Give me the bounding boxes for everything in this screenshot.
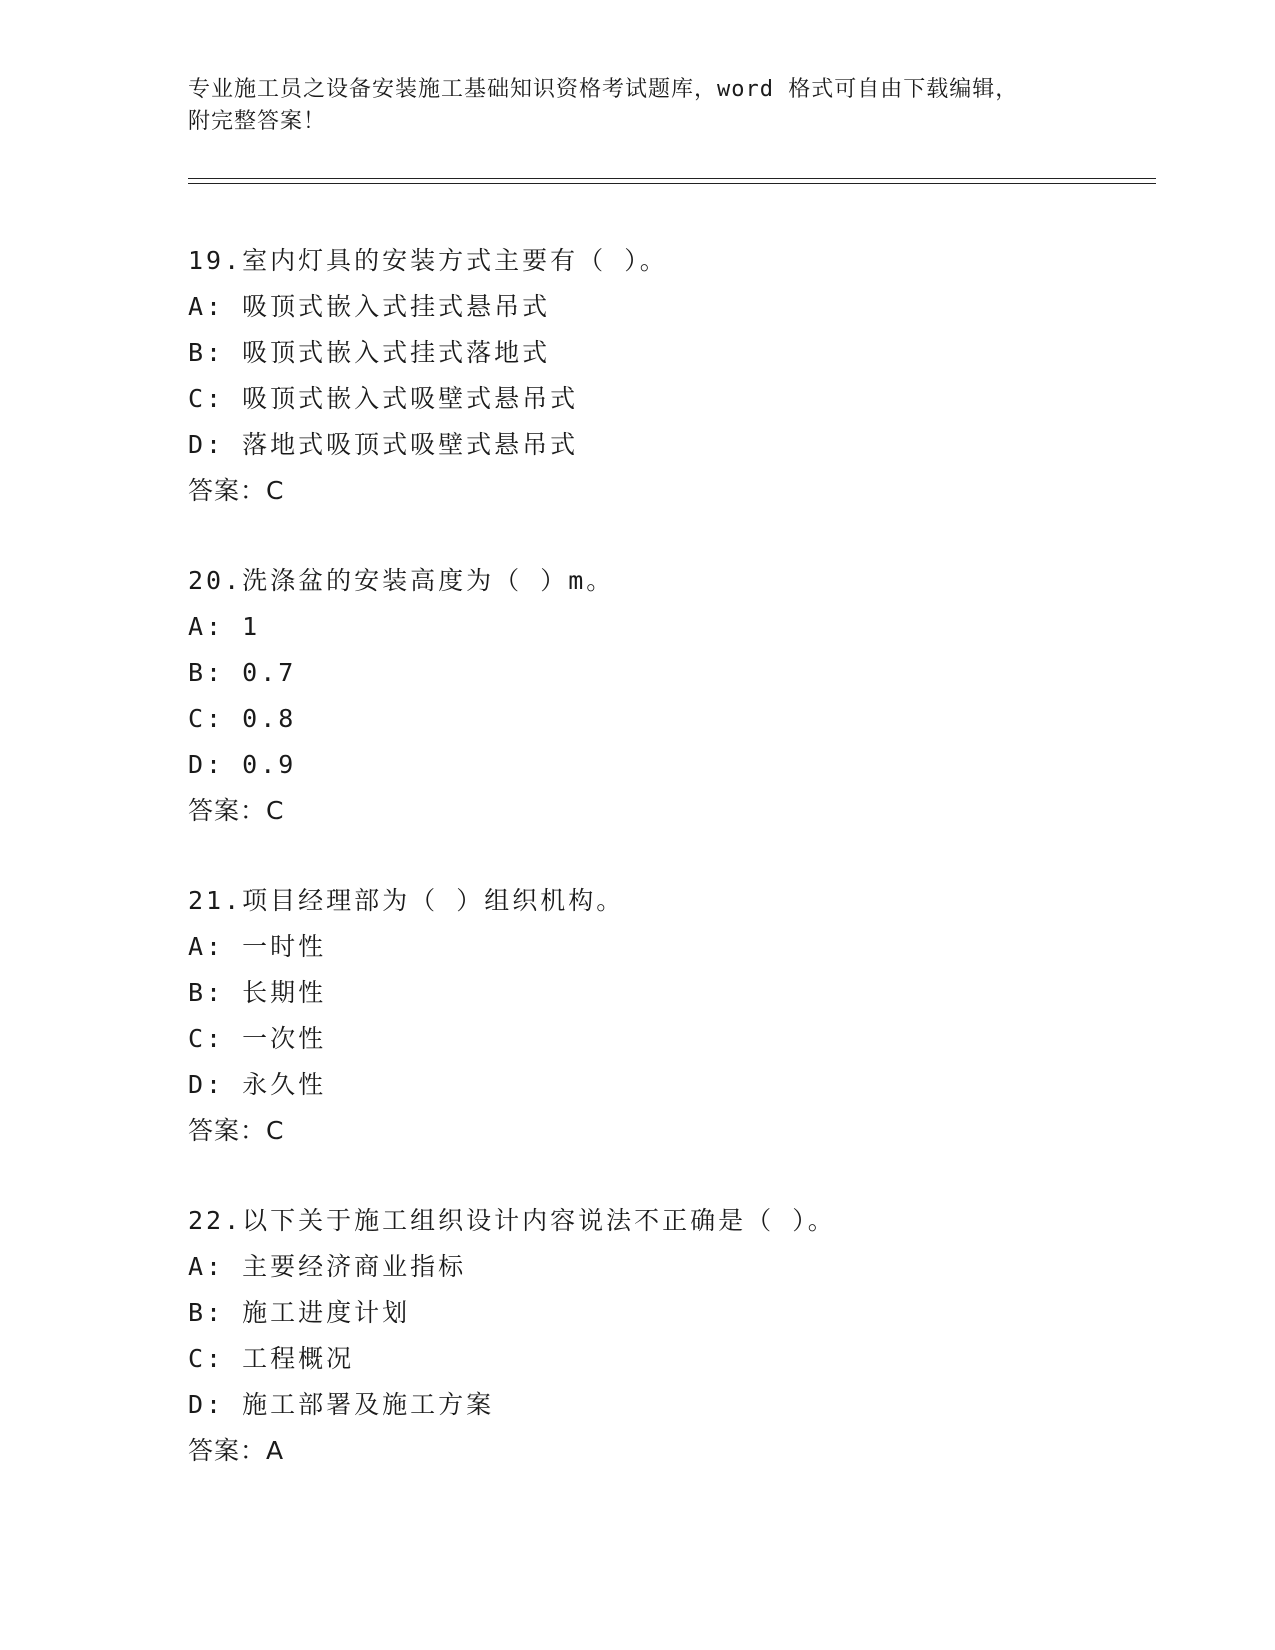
question-21 [188,878,1188,1154]
option-c: C: 工程概况 [188,1344,355,1373]
answer: 答案：C [188,476,285,505]
option-c: C: 0.8 [188,704,297,733]
option-a: A: 主要经济商业指标 [188,1252,467,1281]
option-d: D: 施工部署及施工方案 [188,1390,495,1419]
question-stem: 22.以下关于施工组织设计内容说法不正确是（ ）。 [188,1206,836,1235]
header-line-1: 专业施工员之设备安装施工基础知识资格考试题库，word 格式可自由下载编辑， [188,77,1019,102]
question-stem: 20.洗涤盆的安装高度为（ ）m。 [188,566,615,595]
answer: 答案：A [188,1436,285,1465]
answer: 答案：C [188,796,285,825]
question-20 [188,558,1188,834]
option-b: B: 施工进度计划 [188,1298,411,1327]
option-a: A: 一时性 [188,932,327,961]
header-line-2: 附完整答案！ [188,109,327,134]
document-header [188,74,1088,138]
question-stem: 19.室内灯具的安装方式主要有（ ）。 [188,246,668,275]
question-22 [188,1198,1188,1474]
option-b: B: 长期性 [188,978,327,1007]
option-a: A: 1 [188,612,261,641]
option-d: D: 永久性 [188,1070,327,1099]
question-stem: 21.项目经理部为（ ）组织机构。 [188,886,625,915]
option-c: C: 吸顶式嵌入式吸壁式悬吊式 [188,384,579,413]
option-d: D: 落地式吸顶式吸壁式悬吊式 [188,430,579,459]
option-b: B: 吸顶式嵌入式挂式落地式 [188,338,551,367]
option-c: C: 一次性 [188,1024,327,1053]
option-d: D: 0.9 [188,750,297,779]
option-b: B: 0.7 [188,658,297,687]
option-a: A: 吸顶式嵌入式挂式悬吊式 [188,292,551,321]
header-divider-top [188,178,1156,179]
question-19 [188,238,1188,514]
header-divider-bottom [188,183,1156,184]
answer: 答案：C [188,1116,285,1145]
